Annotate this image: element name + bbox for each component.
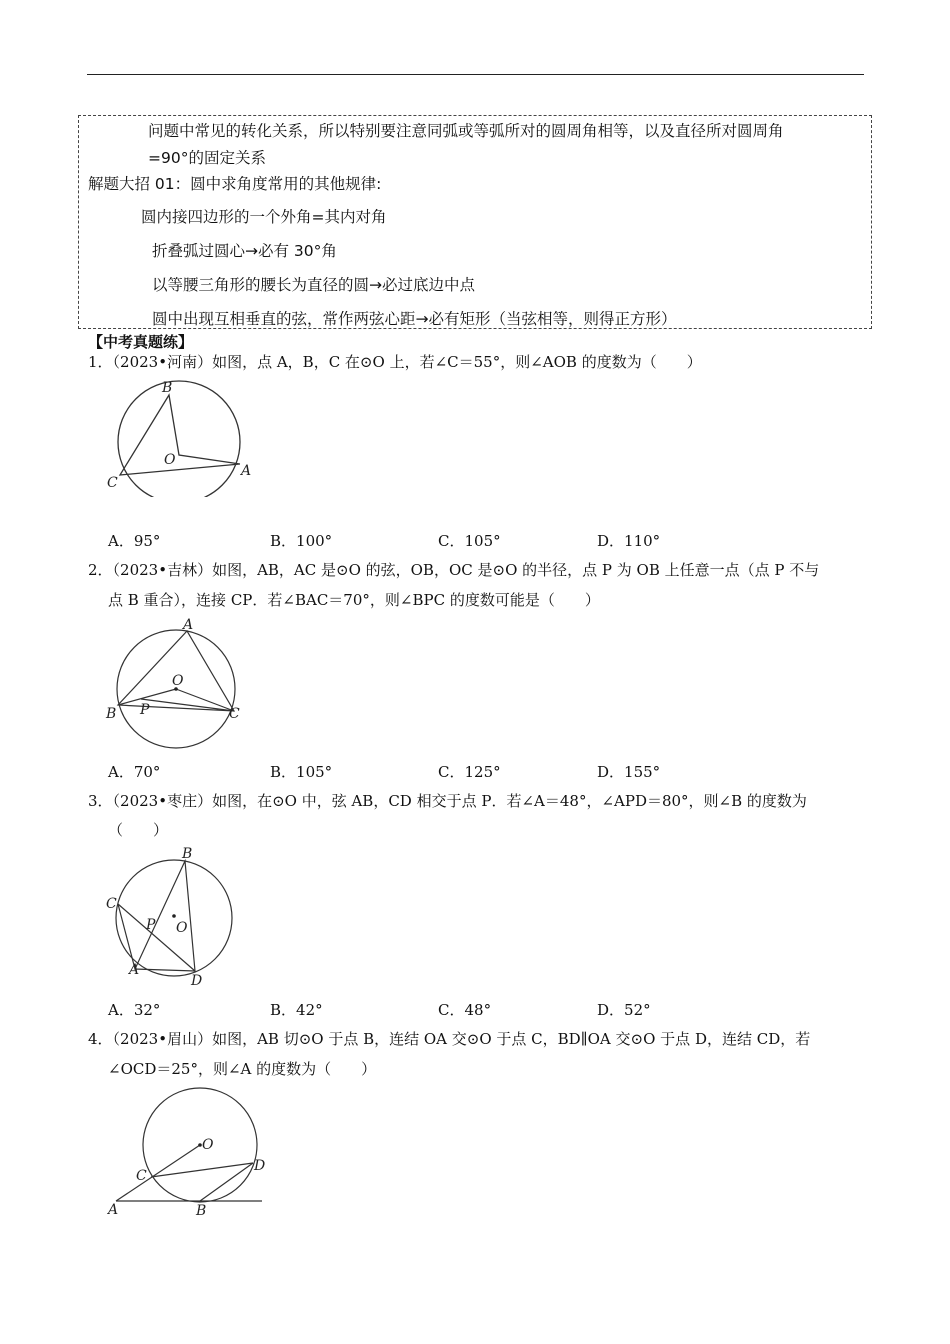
q2-option-b[interactable]: B．105° xyxy=(270,763,333,781)
label-o: O xyxy=(172,673,184,689)
segment-cd xyxy=(151,1163,253,1177)
tips-line: 以等腰三角形的腰长为直径的圆→必过底边中点 xyxy=(152,276,475,294)
label-c: C xyxy=(107,475,118,491)
q1-option-d[interactable]: D．110° xyxy=(597,532,661,550)
question-3-figure xyxy=(100,843,245,993)
tips-line: =90°的固定关系 xyxy=(148,149,266,167)
tips-line: 圆内接四边形的一个外角=其内对角 xyxy=(141,208,387,226)
q1-option-b[interactable]: B．100° xyxy=(270,532,333,550)
chord-cd xyxy=(118,904,195,971)
question-1-text: 1．（2023•河南）如图，点 A，B，C 在⊙O 上，若∠C＝55°，则∠AOB 的度数为（ ） xyxy=(88,353,702,371)
question-4-figure xyxy=(100,1085,275,1220)
question-3-text: 3．（2023•枣庄）如图，在⊙O 中，弦 AB，CD 相交于点 P．若∠A＝48°，∠APD＝80°，则∠B 的度数为 xyxy=(88,792,807,810)
label-c: C xyxy=(106,896,117,912)
question-2-text-cont: 点 B 重合），连接 CP．若∠BAC＝70°，则∠BPC 的度数可能是（ ） xyxy=(108,591,600,609)
q3-option-d[interactable]: D．52° xyxy=(597,1001,651,1019)
label-c: C xyxy=(229,706,240,722)
label-d: D xyxy=(191,973,203,989)
q3-option-c[interactable]: C．48° xyxy=(438,1001,492,1019)
triangle-abd xyxy=(135,861,195,971)
label-p: P xyxy=(140,702,150,718)
q2-option-a[interactable]: A．70° xyxy=(108,763,161,781)
q3-option-a[interactable]: A．32° xyxy=(108,1001,161,1019)
label-a: A xyxy=(108,1202,119,1218)
label-b: B xyxy=(182,846,193,862)
label-b: B xyxy=(106,706,117,722)
circle-o xyxy=(118,381,240,497)
question-4-text: 4．（2023•眉山）如图，AB 切⊙O 于点 B，连结 OA 交⊙O 于点 C，BD∥OA 交⊙O 于点 D，连结 CD，若 xyxy=(88,1030,811,1048)
label-o: O xyxy=(176,920,188,936)
q2-option-d[interactable]: D．155° xyxy=(597,763,661,781)
question-2-figure xyxy=(100,614,250,754)
q1-option-c[interactable]: C．105° xyxy=(438,532,501,550)
tips-line: 圆中出现互相垂直的弦，常作两弦心距→必有矩形（当弦相等，则得正方形） xyxy=(152,310,677,328)
section-title: 【中考真题练】 xyxy=(88,333,194,351)
segment-cp xyxy=(141,699,234,711)
label-a: A xyxy=(129,962,140,978)
q3-option-b[interactable]: B．42° xyxy=(270,1001,323,1019)
tips-line: 折叠弧过圆心→必有 30°角 xyxy=(152,242,337,260)
question-4-text-cont: ∠OCD＝25°，则∠A 的度数为（ ） xyxy=(108,1060,377,1078)
segment-oa xyxy=(116,1145,200,1201)
segment-ca xyxy=(118,904,135,969)
label-o: O xyxy=(164,452,176,468)
question-3-text-cont: （ ） xyxy=(108,821,169,839)
figure-lines xyxy=(120,395,240,475)
label-a: A xyxy=(241,463,252,479)
label-p: P xyxy=(146,917,156,933)
label-b: B xyxy=(162,380,173,396)
q1-option-a[interactable]: A．95° xyxy=(108,532,161,550)
label-c: C xyxy=(136,1168,147,1184)
tips-line: 问题中常见的转化关系，所以特别要注意同弧或等弧所对的圆周角相等，以及直径所对圆周角 xyxy=(148,122,784,140)
q2-option-c[interactable]: C．125° xyxy=(438,763,501,781)
label-d: D xyxy=(254,1158,266,1174)
triangle-abc xyxy=(118,631,234,711)
question-2-text: 2．（2023•吉林）如图，AB，AC 是⊙O 的弦，OB，OC 是⊙O 的半径，点 P 为 OB 上任意一点（点 P 不与 xyxy=(88,561,820,579)
label-b: B xyxy=(196,1203,207,1219)
label-o: O xyxy=(202,1137,214,1153)
tips-heading: 解题大招 01：圆中求角度常用的其他规律: xyxy=(88,175,382,193)
question-1-figure xyxy=(100,372,260,497)
header-rule xyxy=(87,74,864,75)
label-a: A xyxy=(183,617,194,633)
center-dot xyxy=(172,914,176,918)
